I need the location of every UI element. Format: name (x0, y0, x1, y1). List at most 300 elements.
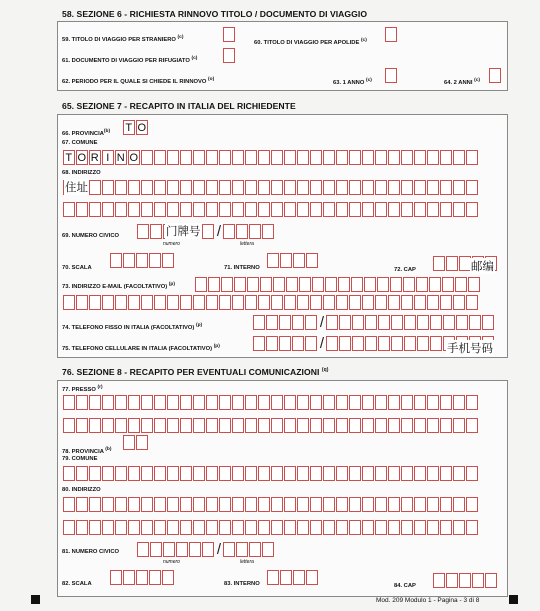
char-box[interactable] (202, 542, 214, 557)
char-box[interactable] (232, 497, 244, 512)
char-box[interactable] (273, 277, 285, 292)
char-box[interactable] (76, 295, 88, 310)
field-64-boxes[interactable] (489, 68, 502, 83)
char-box[interactable] (375, 202, 387, 217)
char-box[interactable] (128, 520, 140, 535)
char-box[interactable] (349, 497, 361, 512)
char-box[interactable] (414, 497, 426, 512)
char-box[interactable] (391, 315, 403, 330)
char-box[interactable] (128, 418, 140, 433)
char-box[interactable] (297, 418, 309, 433)
char-box[interactable] (149, 253, 161, 268)
char-box[interactable] (375, 150, 387, 165)
char-box[interactable] (292, 336, 304, 351)
char-box[interactable] (375, 418, 387, 433)
email-boxes-row-2[interactable] (63, 295, 479, 310)
char-box[interactable] (253, 315, 265, 330)
char-box[interactable] (280, 570, 292, 585)
char-box[interactable] (427, 520, 439, 535)
char-box[interactable] (266, 336, 278, 351)
char-box[interactable] (180, 395, 192, 410)
char-box[interactable] (404, 315, 416, 330)
comune-char-5[interactable]: N (116, 151, 125, 164)
char-box[interactable] (258, 150, 270, 165)
char-box[interactable] (306, 570, 318, 585)
char-box[interactable] (180, 295, 192, 310)
char-box[interactable] (63, 418, 75, 433)
char-box[interactable] (378, 336, 390, 351)
char-box[interactable] (364, 277, 376, 292)
char-box[interactable] (206, 466, 218, 481)
char-box[interactable] (271, 395, 283, 410)
char-box[interactable] (115, 202, 127, 217)
char-box[interactable] (336, 295, 348, 310)
char-box[interactable] (453, 497, 465, 512)
char-box[interactable] (232, 150, 244, 165)
char-box[interactable] (150, 224, 162, 239)
char-box[interactable] (236, 542, 248, 557)
char-box[interactable] (162, 253, 174, 268)
char-box[interactable] (180, 150, 192, 165)
char-box[interactable] (63, 520, 75, 535)
interno-8-boxes[interactable] (267, 570, 319, 585)
char-box[interactable] (154, 418, 166, 433)
comune-char-1[interactable]: T (63, 150, 75, 165)
char-box[interactable] (456, 315, 468, 330)
char-box[interactable] (245, 395, 257, 410)
char-box[interactable] (258, 497, 270, 512)
char-box[interactable] (195, 277, 207, 292)
char-box[interactable] (260, 277, 272, 292)
char-box[interactable] (323, 418, 335, 433)
char-box[interactable] (123, 570, 135, 585)
char-box[interactable] (378, 315, 390, 330)
char-box[interactable] (453, 466, 465, 481)
char-box[interactable] (193, 466, 205, 481)
char-box[interactable] (323, 150, 335, 165)
char-box[interactable] (271, 202, 283, 217)
char-box[interactable] (110, 253, 122, 268)
char-box[interactable] (433, 573, 445, 588)
char-box[interactable] (271, 150, 283, 165)
char-box[interactable] (208, 277, 220, 292)
char-box[interactable] (206, 395, 218, 410)
char-box[interactable] (206, 180, 218, 195)
char-box[interactable] (141, 180, 153, 195)
char-box[interactable] (219, 150, 231, 165)
char-box[interactable] (232, 520, 244, 535)
char-box[interactable] (258, 295, 270, 310)
char-box[interactable] (388, 497, 400, 512)
indirizzo-boxes-row-1[interactable] (63, 180, 479, 195)
char-box[interactable] (180, 418, 192, 433)
char-box[interactable] (401, 395, 413, 410)
char-box[interactable] (310, 180, 322, 195)
char-box[interactable] (180, 202, 192, 217)
char-box[interactable] (414, 466, 426, 481)
char-box[interactable] (163, 542, 175, 557)
char-box[interactable] (453, 418, 465, 433)
char-box[interactable] (271, 295, 283, 310)
char-box[interactable] (76, 418, 88, 433)
char-box[interactable] (232, 295, 244, 310)
comune-char-4[interactable]: I (102, 150, 114, 165)
char-box[interactable] (115, 466, 127, 481)
char-box[interactable] (154, 520, 166, 535)
char-box[interactable] (440, 520, 452, 535)
char-box[interactable] (63, 202, 75, 217)
provincia-8-boxes[interactable] (123, 435, 149, 450)
char-box[interactable] (258, 466, 270, 481)
indirizzo-8-boxes-row-2[interactable] (63, 520, 479, 535)
provincia-char-1[interactable]: T (123, 120, 135, 135)
char-box[interactable] (325, 277, 337, 292)
char-box[interactable] (388, 202, 400, 217)
char-box[interactable] (115, 180, 127, 195)
char-box[interactable] (167, 497, 179, 512)
char-box[interactable] (336, 520, 348, 535)
char-box[interactable] (466, 180, 478, 195)
char-box[interactable] (388, 520, 400, 535)
field-63-boxes[interactable] (385, 68, 398, 83)
char-box[interactable] (162, 570, 174, 585)
char-box[interactable] (440, 295, 452, 310)
char-box[interactable] (89, 497, 101, 512)
char-box[interactable] (375, 466, 387, 481)
char-box[interactable] (375, 497, 387, 512)
char-box[interactable] (249, 224, 261, 239)
char-box[interactable] (154, 497, 166, 512)
char-box[interactable] (102, 466, 114, 481)
char-box[interactable] (455, 277, 467, 292)
field-59-boxes[interactable] (223, 27, 236, 42)
char-box[interactable] (193, 150, 205, 165)
char-box[interactable] (305, 315, 317, 330)
field-61-boxes[interactable] (223, 48, 236, 63)
char-box[interactable] (234, 277, 246, 292)
char-box[interactable] (440, 180, 452, 195)
char-box[interactable] (466, 202, 478, 217)
char-box[interactable] (401, 202, 413, 217)
char-box[interactable] (427, 150, 439, 165)
char-box[interactable] (349, 520, 361, 535)
char-box[interactable] (193, 520, 205, 535)
char-box[interactable] (245, 202, 257, 217)
char-box[interactable] (293, 570, 305, 585)
indirizzo-8-boxes-row-1[interactable] (63, 497, 479, 512)
char-box[interactable] (206, 520, 218, 535)
char-box[interactable] (388, 466, 400, 481)
char-box[interactable] (223, 224, 235, 239)
char-box[interactable] (141, 395, 153, 410)
char-box[interactable] (154, 150, 166, 165)
char-box[interactable] (123, 435, 135, 450)
char-box[interactable] (349, 180, 361, 195)
char-box[interactable] (427, 395, 439, 410)
char-box[interactable] (336, 497, 348, 512)
char-box[interactable] (206, 295, 218, 310)
char-box[interactable] (167, 202, 179, 217)
char-box[interactable] (466, 520, 478, 535)
char-box[interactable] (388, 418, 400, 433)
char-box[interactable] (258, 180, 270, 195)
char-box[interactable] (482, 315, 494, 330)
char-box[interactable] (453, 150, 465, 165)
char-box[interactable] (279, 336, 291, 351)
char-box[interactable] (299, 277, 311, 292)
provincia-char-2[interactable]: O (137, 121, 147, 134)
char-box[interactable] (401, 497, 413, 512)
char-box[interactable] (279, 315, 291, 330)
char-box[interactable] (141, 497, 153, 512)
char-box[interactable] (336, 395, 348, 410)
char-box[interactable] (297, 295, 309, 310)
char-box[interactable] (267, 570, 279, 585)
char-box[interactable] (245, 180, 257, 195)
char-box[interactable] (102, 418, 114, 433)
char-box[interactable] (89, 202, 101, 217)
char-box[interactable] (253, 336, 265, 351)
char-box[interactable] (76, 520, 88, 535)
char-box[interactable] (453, 395, 465, 410)
char-box[interactable] (180, 180, 192, 195)
char-box[interactable] (206, 202, 218, 217)
char-box[interactable] (136, 253, 148, 268)
char-box[interactable] (284, 466, 296, 481)
char-box[interactable] (472, 573, 484, 588)
char-box[interactable] (401, 295, 413, 310)
numero-civico-8-boxes[interactable] (137, 542, 275, 557)
char-box[interactable] (232, 202, 244, 217)
char-box[interactable] (417, 315, 429, 330)
char-box[interactable] (323, 180, 335, 195)
char-box[interactable] (76, 202, 88, 217)
char-box[interactable] (310, 466, 322, 481)
char-box[interactable] (297, 497, 309, 512)
char-box[interactable] (414, 295, 426, 310)
char-box[interactable] (284, 395, 296, 410)
char-box[interactable] (336, 202, 348, 217)
char-box[interactable] (446, 573, 458, 588)
char-box[interactable] (459, 573, 471, 588)
char-box[interactable] (469, 315, 481, 330)
char-box[interactable] (427, 180, 439, 195)
char-box[interactable] (206, 497, 218, 512)
char-box[interactable] (245, 520, 257, 535)
char-box[interactable] (323, 520, 335, 535)
char-box[interactable] (271, 520, 283, 535)
char-box[interactable] (89, 295, 101, 310)
char-box[interactable] (128, 180, 140, 195)
char-box[interactable] (284, 418, 296, 433)
char-box[interactable] (245, 497, 257, 512)
char-box[interactable] (258, 395, 270, 410)
char-box[interactable] (349, 150, 361, 165)
comune-boxes[interactable] (63, 150, 479, 165)
char-box[interactable] (245, 418, 257, 433)
char-box[interactable] (468, 277, 480, 292)
char-box[interactable] (414, 150, 426, 165)
char-box[interactable] (141, 520, 153, 535)
char-box[interactable] (352, 315, 364, 330)
char-box[interactable] (323, 202, 335, 217)
indirizzo-boxes-row-2[interactable] (63, 202, 479, 217)
char-box[interactable] (123, 253, 135, 268)
char-box[interactable] (219, 295, 231, 310)
char-box[interactable] (388, 295, 400, 310)
char-box[interactable] (167, 395, 179, 410)
char-box[interactable] (377, 277, 389, 292)
char-box[interactable] (63, 497, 75, 512)
field-60-boxes[interactable] (385, 27, 398, 42)
char-box[interactable] (297, 395, 309, 410)
char-box[interactable] (326, 336, 338, 351)
char-box[interactable] (466, 395, 478, 410)
email-boxes-row-1[interactable] (195, 277, 481, 292)
char-box[interactable] (219, 418, 231, 433)
interno-boxes[interactable] (267, 253, 319, 268)
char-box[interactable] (365, 336, 377, 351)
char-box[interactable] (401, 466, 413, 481)
char-box[interactable] (219, 497, 231, 512)
char-box[interactable] (76, 395, 88, 410)
char-box[interactable] (362, 395, 374, 410)
char-box[interactable] (306, 253, 318, 268)
char-box[interactable] (150, 542, 162, 557)
char-box[interactable] (338, 277, 350, 292)
char-box[interactable] (323, 295, 335, 310)
char-box[interactable] (440, 466, 452, 481)
char-box[interactable] (414, 180, 426, 195)
char-box[interactable] (416, 277, 428, 292)
char-box[interactable] (180, 520, 192, 535)
char-box[interactable] (193, 497, 205, 512)
char-box[interactable] (336, 418, 348, 433)
char-box[interactable] (128, 466, 140, 481)
char-box[interactable] (115, 395, 127, 410)
char-box[interactable] (154, 295, 166, 310)
char-box[interactable] (128, 202, 140, 217)
char-box[interactable] (305, 336, 317, 351)
scala-boxes[interactable] (110, 253, 175, 268)
char-box[interactable] (128, 295, 140, 310)
char-box[interactable] (349, 466, 361, 481)
char-box[interactable] (430, 336, 442, 351)
char-box[interactable] (102, 295, 114, 310)
char-box[interactable] (440, 418, 452, 433)
char-box[interactable] (446, 256, 458, 271)
comune-8-boxes[interactable] (63, 466, 479, 481)
char-box[interactable] (466, 150, 478, 165)
char-box[interactable] (310, 395, 322, 410)
char-box[interactable] (219, 520, 231, 535)
char-box[interactable] (429, 277, 441, 292)
char-box[interactable] (453, 180, 465, 195)
char-box[interactable] (232, 395, 244, 410)
char-box[interactable] (443, 315, 455, 330)
char-box[interactable] (390, 277, 402, 292)
char-box[interactable] (167, 295, 179, 310)
char-box[interactable] (466, 418, 478, 433)
char-box[interactable] (167, 180, 179, 195)
char-box[interactable] (453, 202, 465, 217)
char-box[interactable] (180, 497, 192, 512)
char-box[interactable] (128, 497, 140, 512)
char-box[interactable] (427, 295, 439, 310)
char-box[interactable] (141, 466, 153, 481)
char-box[interactable] (102, 202, 114, 217)
char-box[interactable] (128, 395, 140, 410)
char-box[interactable] (362, 180, 374, 195)
char-box[interactable] (310, 202, 322, 217)
char-box[interactable] (414, 395, 426, 410)
char-box[interactable] (375, 520, 387, 535)
char-box[interactable] (326, 315, 338, 330)
char-box[interactable] (63, 295, 75, 310)
char-box[interactable] (223, 542, 235, 557)
char-box[interactable] (466, 295, 478, 310)
numero-civico-boxes[interactable] (137, 224, 275, 239)
char-box[interactable] (362, 418, 374, 433)
char-box[interactable] (271, 180, 283, 195)
char-box[interactable] (136, 435, 148, 450)
char-box[interactable] (440, 395, 452, 410)
char-box[interactable] (310, 497, 322, 512)
char-box[interactable] (401, 520, 413, 535)
char-box[interactable] (219, 180, 231, 195)
char-box[interactable] (89, 395, 101, 410)
provincia-boxes[interactable] (123, 120, 149, 135)
char-box[interactable] (167, 418, 179, 433)
char-box[interactable] (339, 336, 351, 351)
char-box[interactable] (102, 520, 114, 535)
char-box[interactable] (388, 395, 400, 410)
char-box[interactable] (404, 336, 416, 351)
char-box[interactable] (189, 542, 201, 557)
char-box[interactable] (89, 180, 101, 195)
char-box[interactable] (284, 295, 296, 310)
char-box[interactable] (206, 150, 218, 165)
char-box[interactable] (349, 295, 361, 310)
char-box[interactable] (219, 395, 231, 410)
char-box[interactable] (440, 202, 452, 217)
char-box[interactable] (115, 520, 127, 535)
char-box[interactable] (167, 150, 179, 165)
char-box[interactable] (284, 180, 296, 195)
char-box[interactable] (154, 395, 166, 410)
char-box[interactable] (176, 542, 188, 557)
char-box[interactable] (466, 466, 478, 481)
char-box[interactable] (401, 150, 413, 165)
char-box[interactable] (258, 418, 270, 433)
char-box[interactable] (440, 497, 452, 512)
char-box[interactable] (102, 395, 114, 410)
presso-boxes-row-1[interactable] (63, 395, 479, 410)
char-box[interactable] (154, 202, 166, 217)
char-box[interactable] (414, 520, 426, 535)
char-box[interactable] (284, 150, 296, 165)
char-box[interactable] (193, 180, 205, 195)
char-box[interactable] (249, 542, 261, 557)
char-box[interactable] (219, 466, 231, 481)
char-box[interactable] (401, 180, 413, 195)
char-box[interactable] (219, 202, 231, 217)
char-box[interactable] (115, 295, 127, 310)
char-box[interactable] (258, 520, 270, 535)
char-box[interactable] (167, 520, 179, 535)
char-box[interactable] (110, 570, 122, 585)
char-box[interactable] (271, 497, 283, 512)
